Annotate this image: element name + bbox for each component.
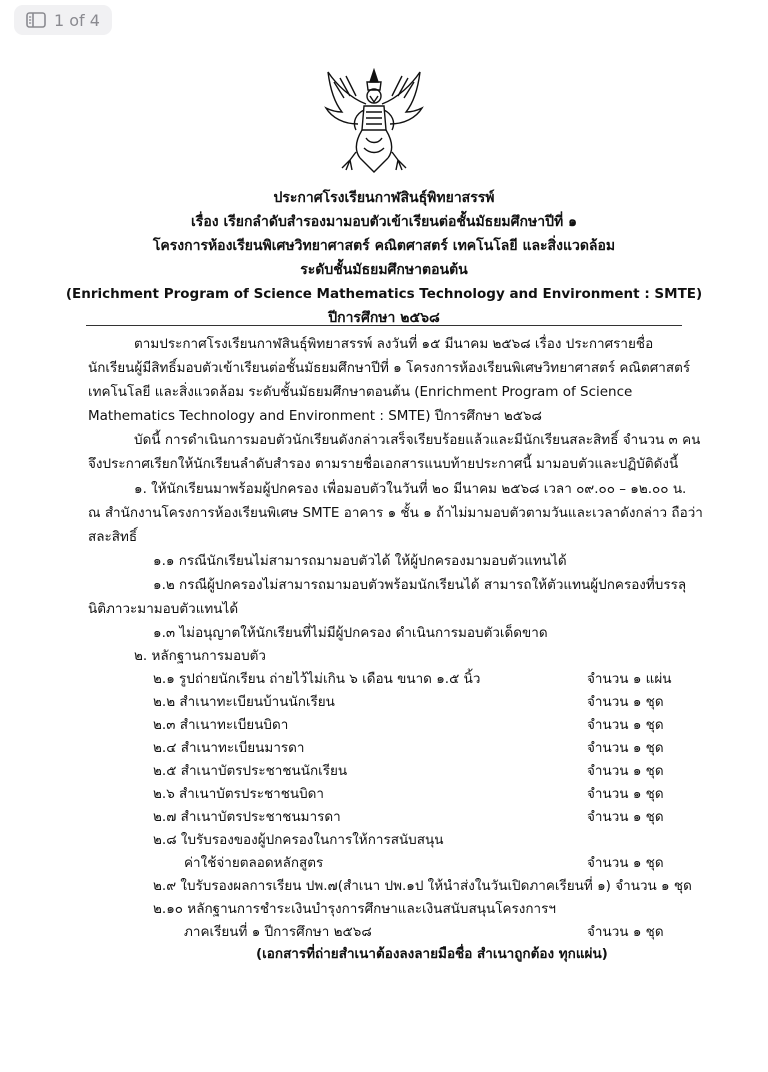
paragraph-2-line-2: จึงประกาศเรียกให้นักเรียนลำดับสำรอง ตามรายชื่อเอกสารแนบท้ายประกาศนี้ มามอบตัวและปฏิบัติดังนี้ — [88, 456, 679, 472]
header-subject: เรื่อง เรียกลำดับสำรองมามอบตัวเข้าเรียนต่อชั้นมัธยมศึกษาปีที่ ๑ — [191, 214, 577, 230]
paragraph-1-line-2: นักเรียนผู้มีสิทธิ์มอบตัวเข้าเรียนต่อชั้นมัธยมศึกษาปีที่ ๑ โครงการห้องเรียนพิเศษวิทยาศาสตร์ คณิตศาสตร์ — [88, 360, 691, 376]
sidebar-toggle-icon[interactable] — [26, 12, 46, 28]
doc-item-label: ๒.๕ สำเนาบัตรประชาชนนักเรียน — [153, 763, 348, 779]
header-title: ประกาศโรงเรียนกาฬสินธุ์พิทยาสรรพ์ — [273, 190, 495, 206]
doc-item-10-line-2: ภาคเรียนที่ ๑ ปีการศึกษา ๒๕๖๘ — [184, 924, 372, 940]
doc-item-qty: จำนวน ๑ แผ่น — [587, 671, 672, 687]
item-1-2-line-1: ๑.๒ กรณีผู้ปกครองไม่สามารถมามอบตัวพร้อมนักเรียนได้ สามารถให้ตัวแทนผู้ปกครองที่บรรลุ — [153, 577, 687, 593]
header-divider — [86, 325, 682, 326]
header-level: ระดับชั้นมัธยมศึกษาตอนต้น — [300, 262, 468, 278]
page-count: 1 of 4 — [54, 10, 100, 30]
paragraph-1-line-1: ตามประกาศโรงเรียนกาฬสินธุ์พิทยาสรรพ์ ลงวันที่ ๑๕ มีนาคม ๒๕๖๘ เรื่อง ประกาศรายชื่อ — [134, 336, 654, 352]
header-academic-year: ปีการศึกษา ๒๕๖๘ — [328, 310, 440, 326]
paragraph-1-line-4: Mathematics Technology and Environment : SMTE) ปีการศึกษา ๒๕๖๘ — [88, 408, 542, 424]
paragraph-1-line-3: เทคโนโลยี และสิ่งแวดล้อม ระดับชั้นมัธยมศึกษาตอนต้น (Enrichment Program of Science — [88, 384, 633, 400]
doc-item-8-line-1: ๒.๘ ใบรับรองของผู้ปกครองในการให้การสนับสนุน — [153, 832, 444, 848]
doc-item-qty: จำนวน ๑ ชุด — [587, 694, 664, 710]
doc-item-label: ๒.๑ รูปถ่ายนักเรียน ถ่ายไว้ไม่เกิน ๖ เดือน ขนาด ๑.๕ นิ้ว — [153, 671, 481, 687]
doc-item-label: ๒.๔ สำเนาทะเบียนมารดา — [153, 740, 305, 756]
garuda-emblem-icon — [320, 68, 428, 176]
doc-item-qty: จำนวน ๑ ชุด — [587, 763, 664, 779]
doc-item-label: ๒.๓ สำเนาทะเบียนบิดา — [153, 717, 289, 733]
item-1-3: ๑.๓ ไม่อนุญาตให้นักเรียนที่ไม่มีผู้ปกครอง ดำเนินการมอบตัวเด็ดขาด — [153, 625, 548, 641]
doc-item-9: ๒.๙ ใบรับรองผลการเรียน ปพ.๗(สำเนา ปพ.๑ป ให้นำส่งในวันเปิดภาคเรียนที่ ๑) จำนวน ๑ ชุด — [153, 878, 692, 894]
item-1-1: ๑.๑ กรณีนักเรียนไม่สามารถมามอบตัวได้ ให้ผู้ปกครองมามอบตัวแทนได้ — [153, 553, 567, 569]
paragraph-2-line-1: บัดนี้ การดำเนินการมอบตัวนักเรียนดังกล่าวเสร็จเรียบร้อยแล้วและมีนักเรียนสละสิทธิ์ จำนวน ๓ คน — [134, 432, 701, 448]
header-program: โครงการห้องเรียนพิเศษวิทยาศาสตร์ คณิตศาสตร์ เทคโนโลยี และสิ่งแวดล้อม — [152, 238, 616, 254]
doc-item-8-qty: จำนวน ๑ ชุด — [587, 855, 664, 871]
doc-item-label: ๒.๗ สำเนาบัตรประชาชนมารดา — [153, 809, 341, 825]
doc-item-10-line-1: ๒.๑๐ หลักฐานการชำระเงินบำรุงการศึกษาและเงินสนับสนุนโครงการฯ — [153, 901, 556, 917]
item-1-line-3: สละสิทธิ์ — [88, 529, 138, 545]
doc-item-10-qty: จำนวน ๑ ชุด — [587, 924, 664, 940]
doc-item-8-line-2: ค่าใช้จ่ายตลอดหลักสูตร — [184, 855, 324, 871]
doc-item-qty: จำนวน ๑ ชุด — [587, 717, 664, 733]
doc-item-qty: จำนวน ๑ ชุด — [587, 786, 664, 802]
doc-item-qty: จำนวน ๑ ชุด — [587, 809, 664, 825]
item-1-2-line-2: นิติภาวะมามอบตัวแทนได้ — [88, 601, 239, 617]
signature-note: (เอกสารที่ถ่ายสำเนาต้องลงลายมือชื่อ สำเนาถูกต้อง ทุกแผ่น) — [256, 946, 608, 962]
doc-item-label: ๒.๖ สำเนาบัตรประชาชนบิดา — [153, 786, 325, 802]
item-1-line-2: ณ สำนักงานโครงการห้องเรียนพิเศษ SMTE อาคาร ๑ ชั้น ๑ ถ้าไม่มามอบตัวตามวันและเวลาดังกล่าว ถือว่า — [88, 505, 703, 521]
doc-item-qty: จำนวน ๑ ชุด — [587, 740, 664, 756]
doc-item-label: ๒.๒ สำเนาทะเบียนบ้านนักเรียน — [153, 694, 335, 710]
item-2-heading: ๒. หลักฐานการมอบตัว — [134, 648, 267, 664]
page-indicator[interactable] — [14, 5, 112, 35]
item-1-line-1: ๑. ให้นักเรียนมาพร้อมผู้ปกครอง เพื่อมอบตัวในวันที่ ๒๐ มีนาคม ๒๕๖๘ เวลา ๐๙.๐๐ – ๑๒.๐๐ น. — [134, 481, 687, 497]
header-program-english: (Enrichment Program of Science Mathematics Technology and Environment : SMTE) — [65, 286, 703, 302]
